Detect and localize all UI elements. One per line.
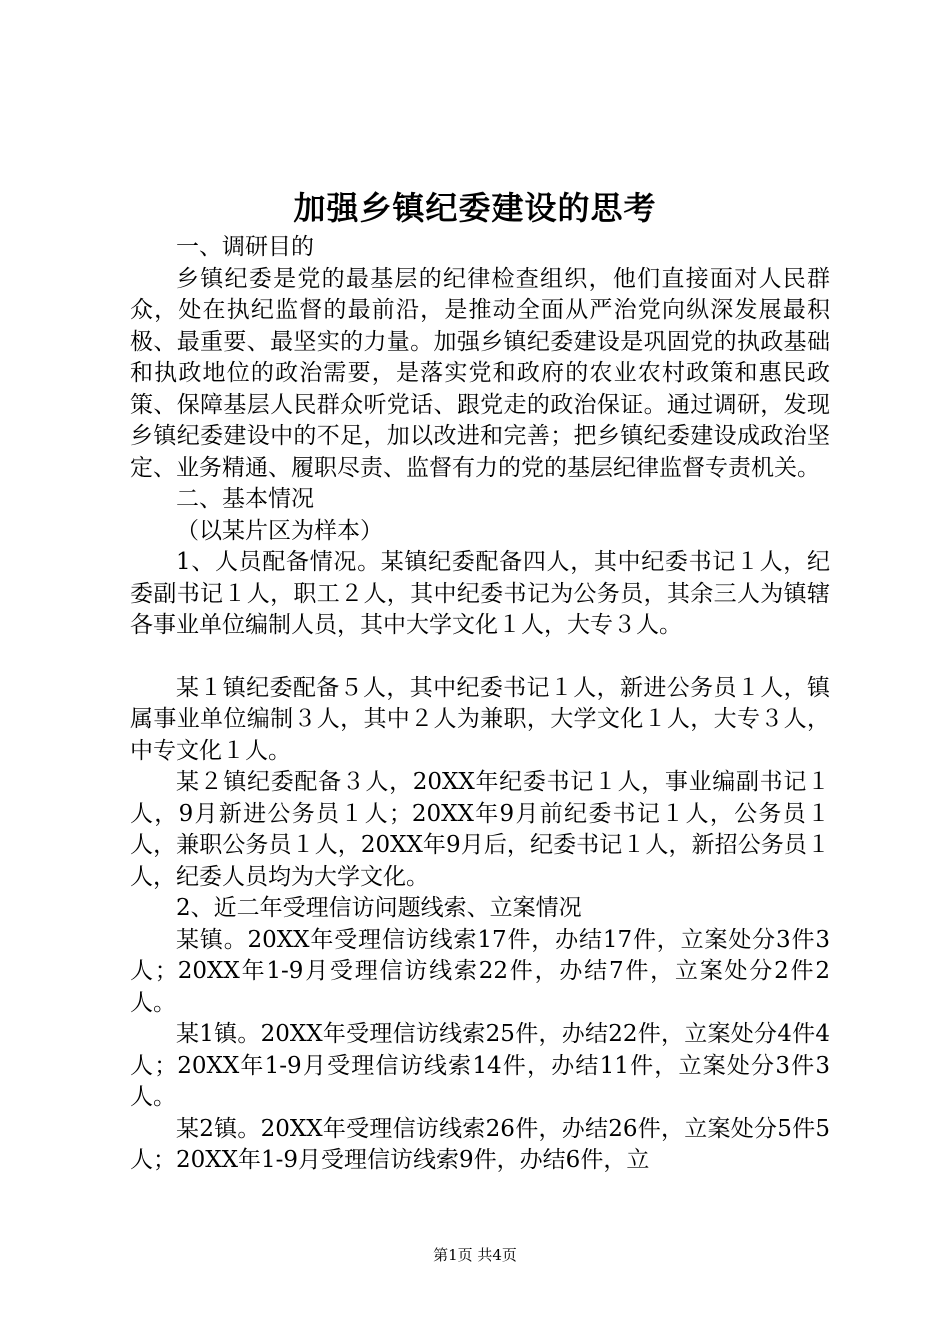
page-footer: 第1页 共4页: [433, 1246, 517, 1264]
paragraph-staffing: 1、人员配备情况。某镇纪委配备四人，其中纪委书记１人，纪委副书记１人，职工２人，其中纪委书记为公务员，其余三人为镇辖各事业单位编制人员，其中大学文化１人，大专３人。: [130, 549, 830, 638]
paragraph-town-1-staffing: 某１镇纪委配备５人，其中纪委书记１人，新进公务员１人，镇属事业单位编制３人，其中２人为兼职，大学文化１人，大专３人，中专文化１人。: [130, 674, 830, 764]
heading-cases: 2、近二年受理信访问题线索、立案情况: [176, 895, 582, 921]
paragraph-research-purpose: 乡镇纪委是党的最基层的纪律检查组织，他们直接面对人民群众，处在执纪监督的最前沿，是推动全面从严治党向纵深发展最积极、最重要、最坚实的力量。加强乡镇纪委建设是巩固党的执政基础和执政地位的政治需要，是落实党和政府的农业农村政策和惠民政策、保障基层人民群众听党话、跟党走的政治保证。通过调研，发现乡镇纪委建设中的不足，加以改进和完善；把乡镇纪委建设成政治坚定、业务精通、履职尽责、监督有力的党的基层纪律监督专责机关。: [130, 265, 830, 481]
document-body: [130, 232, 830, 1177]
document-title: 加强乡镇纪委建设的思考: [293, 189, 657, 227]
sample-note: （以某片区为样本）: [176, 517, 383, 544]
heading-research-purpose: 一、调研目的: [176, 234, 314, 260]
paragraph-town-2-cases: 某2镇。20XX年受理信访线索26件，办结26件，立案处分5件5人；20XX年1-9月受理信访线索9件，办结6件，立: [130, 1115, 830, 1173]
paragraph-town-1-cases: 某1镇。20XX年受理信访线索25件，办结22件，立案处分4件4人；20XX年1-9月受理信访线索14件，办结11件，立案处分3件3人。: [130, 1021, 830, 1110]
paragraph-town-cases: 某镇。20XX年受理信访线索17件，办结17件，立案处分3件3人；20XX年1-9月受理信访线索22件，办结7件，立案处分2件2人。: [130, 926, 830, 1016]
heading-basic-situation: 二、基本情况: [176, 486, 314, 512]
paragraph-town-2-staffing: 某２镇纪委配备３人，20XX年纪委书记１人，事业编副书记１人，9月新进公务员１人；20XX年9月前纪委书记１人，公务员１人，兼职公务员１人，20XX年9月后，纪委书记１人，新招公务员１人，纪委人员均为大学文化。: [130, 769, 830, 890]
